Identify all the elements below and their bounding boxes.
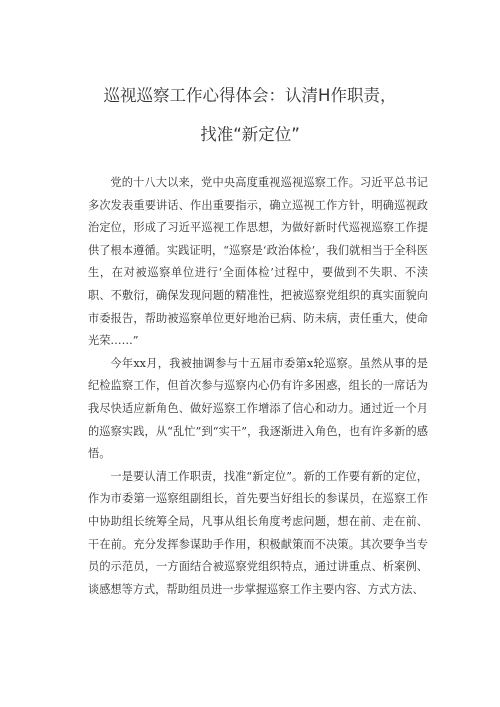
paragraph-2: 今年xx月，我被抽调参与十五届市委第x轮巡察。虽然从事的是纪检监察工作，但首次参与巡察内心仍有许多困惑，组长的一席话为我尽快适应新角色、做好巡察工作增添了信心和动力。通过近一个月的巡察实践，从“乱忙”到“实干”，我逐渐进入角色，也有许多新的感悟。	[88, 356, 428, 461]
paragraph-1: 党的十八大以来，党中央高度重视巡视巡察工作。习近平总书记多次发表重要讲话、作出重要指示，确立巡视工作方针，明确巡视政治定位，形成了习近平巡视工作思想，为做好新时代巡视巡察工作提供了根本遵循。实践证明，“巡察是‘政治体检’，我们就相当于全科医生，在对被巡察单位进行‘全面体检’过程中，要做到不失职、不渎职、不敷衍，确保发现问题的精准性，把被巡察党组织的真实面貌向市委报告，帮助被巡察单位更好地治已病、防未病，责任重大，使命光荣……”	[88, 176, 428, 348]
document-title-line-1: 巡视巡察工作心得体会：认清H作职责，	[103, 86, 397, 105]
document-body	[88, 172, 428, 601]
document-title-line-2: 找准“新定位”	[200, 125, 300, 144]
paragraph-3: 一是要认清工作职责，找准“新定位”。新的工作要有新的定位，作为市委第一巡察组副组长，首先要当好组长的参谋员，在巡察工作中协助组长统筹全局，凡事从组长角度考虑问题，想在前、走在前、干在前。充分发挥参谋助手作用，积极献策而不决策。其次要争当专员的示范员，一方面结合被巡察党组织特点，通过讲重点、析案例、谈感想等方式，帮助组员进一步掌握巡察工作主要内容、方式方法、	[88, 469, 428, 596]
